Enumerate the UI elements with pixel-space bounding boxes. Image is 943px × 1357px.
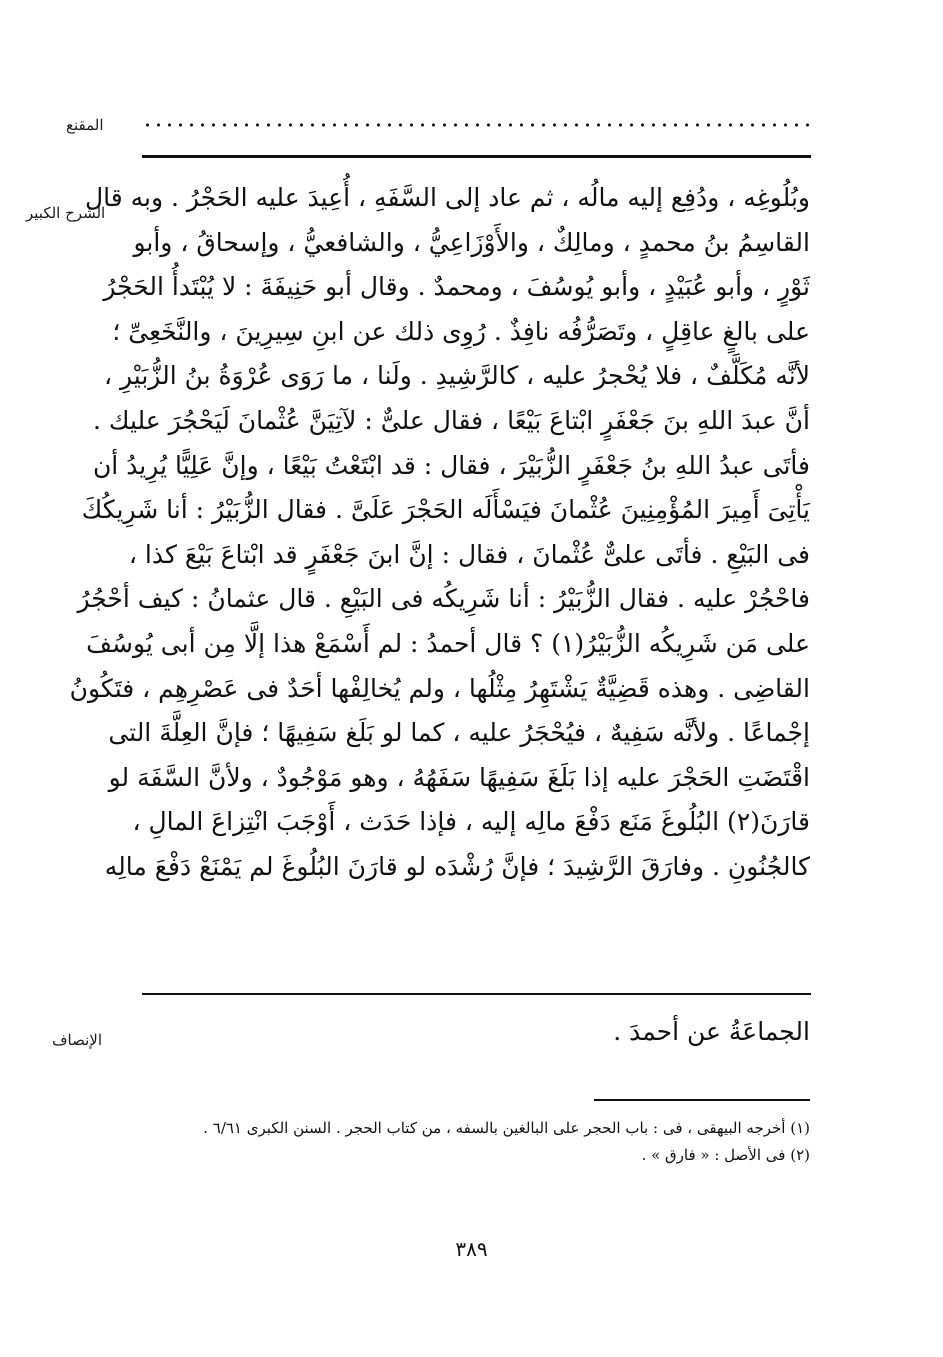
text-line: على مَن شَرِيكُه الزُّبَيْرُ(١) ؟ قال أحمدُ : لم أَسْمَعْ هذا إلَّا مِن أبى يُوسُفَ: [86, 628, 810, 658]
margin-label-sharh: الشرح الكبير: [26, 204, 106, 222]
text-line: لأنَّه مُكَلَّفٌ ، فلا يُحْجرُ عليه ، كالرَّشِيدِ . ولَنا ، ما رَوَى عُرْوَةُ بنُ الزُّبَيْرِ ،: [103, 361, 810, 391]
muqni-dotted-rule: [142, 118, 810, 132]
section-separator: [142, 993, 811, 995]
text-line: قارَنَ(٢) البُلُوغَ مَنَع دَفْعَ مالِه إليه ، فإذا حَدَث ، أَوْجَبَ انْتِزاعَ المالِ ،: [132, 807, 810, 837]
footnote-rule: [594, 1099, 810, 1101]
footnote-2: (٢) فى الأصل : « فارق » .: [641, 1146, 810, 1164]
margin-label-muqni: المقنع: [66, 116, 104, 134]
text-line: اقْتَضَتِ الحَجْرَ عليه إذا بَلَغَ سَفِيهًا سَفَهُهُ ، وهو مَوْجُودٌ ، ولأنَّ السَّفَهَ لو: [108, 762, 810, 792]
text-line: ثَوْرٍ ، وأبو عُبَيْدٍ ، وأبو يُوسُفَ ، ومحمدٌ . وقال أبو حَنِيفَةَ : لا يُبْتَدأُ الحَجْرُ: [103, 272, 810, 302]
text-line: القاسِمُ بنُ محمدٍ ، ومالِكٌ ، والأَوْزَاعِيُّ ، والشافعيُّ ، وإسحاقُ ، وأبو: [133, 227, 810, 257]
footnote-1: (١) أخرجه البيهقى ، فى : باب الحجر على البالغين بالسفه ، من كتاب الحجر . السنن الكبرى ٦/٦١ .: [203, 1119, 810, 1137]
text-line: فاحْجُرْ عليه . فقال الزُّبَيْرُ : أنا شَرِيكُه فى البَيْعِ . قال عثمانُ : كيف أحْجُرُ: [77, 584, 810, 614]
sharh-body-text: [69, 176, 810, 890]
text-line: كالجُنُونِ . وفارَقَ الرَّشِيدَ ؛ فإنَّ رُشْدَه لو قارَنَ البُلُوغَ لم يَمْنَعْ دَفْعَ مالِه: [104, 851, 810, 881]
page-number: ٣٨٩: [455, 1237, 488, 1261]
text-line: على بالغٍ عاقِلٍ ، وتَصَرُّفُه نافِذٌ . رُوِى ذلك عن ابنِ سِيرِينَ ، والنَّخَعِىِّ ؛: [112, 316, 810, 346]
insaf-text: الجماعَةُ عن أحمدَ .: [613, 1017, 810, 1046]
text-line: أنَّ عبدَ اللهِ بنَ جَعْفَرٍ ابْتاعَ بَيْعًا ، فقال علىٌّ : لآتِيَنَّ عُثْمانَ لَيَحْجُرَ عليك .: [92, 405, 810, 435]
header-rule: [142, 155, 811, 158]
text-line: فأتَى عبدُ اللهِ بنُ جَعْفَرٍ الزُّبَيْرَ ، فقال : قد ابْتَعْتُ بَيْعًا ، وإنَّ عَلِيًّا يُرِيدُ أن: [92, 450, 810, 480]
margin-label-insaf: الإنصاف: [52, 1031, 103, 1049]
text-line: وبُلُوغِه ، ودُفِع إليه مالُه ، ثم عاد إلى السَّفَهِ ، أُعِيدَ عليه الحَجْرُ . وبه قال: [84, 183, 810, 212]
footnotes: [203, 1115, 810, 1169]
text-line: يَأْتِىَ أَمِيرَ المُؤْمِنِينَ عُثْمانَ فيَسْأَلَه الحَجْرَ عَلَىَّ . فقال الزُّبَيْرُ : أنا شَرِيكُكَ: [81, 495, 810, 525]
text-line: إجْماعًا . ولأنَّه سَفِيهٌ ، فيُحْجَرُ عليه ، كما لو بَلَغ سَفِيهًا ؛ فإنَّ العِلَّةَ التى: [108, 718, 810, 748]
text-line: القاضِى . وهذه قَضِيَّةٌ يَشْتَهِرُ مِثْلُها ، ولم يُخالِفْها أحَدٌ فى عَصْرِهِم ، فتَكُونُ: [69, 673, 810, 703]
text-line: فى البَيْعِ . فأتَى علىٌّ عُثْمانَ ، فقال : إنَّ ابنَ جَعْفَرٍ قد ابْتاعَ بَيْعَ كذا ،: [128, 539, 810, 569]
